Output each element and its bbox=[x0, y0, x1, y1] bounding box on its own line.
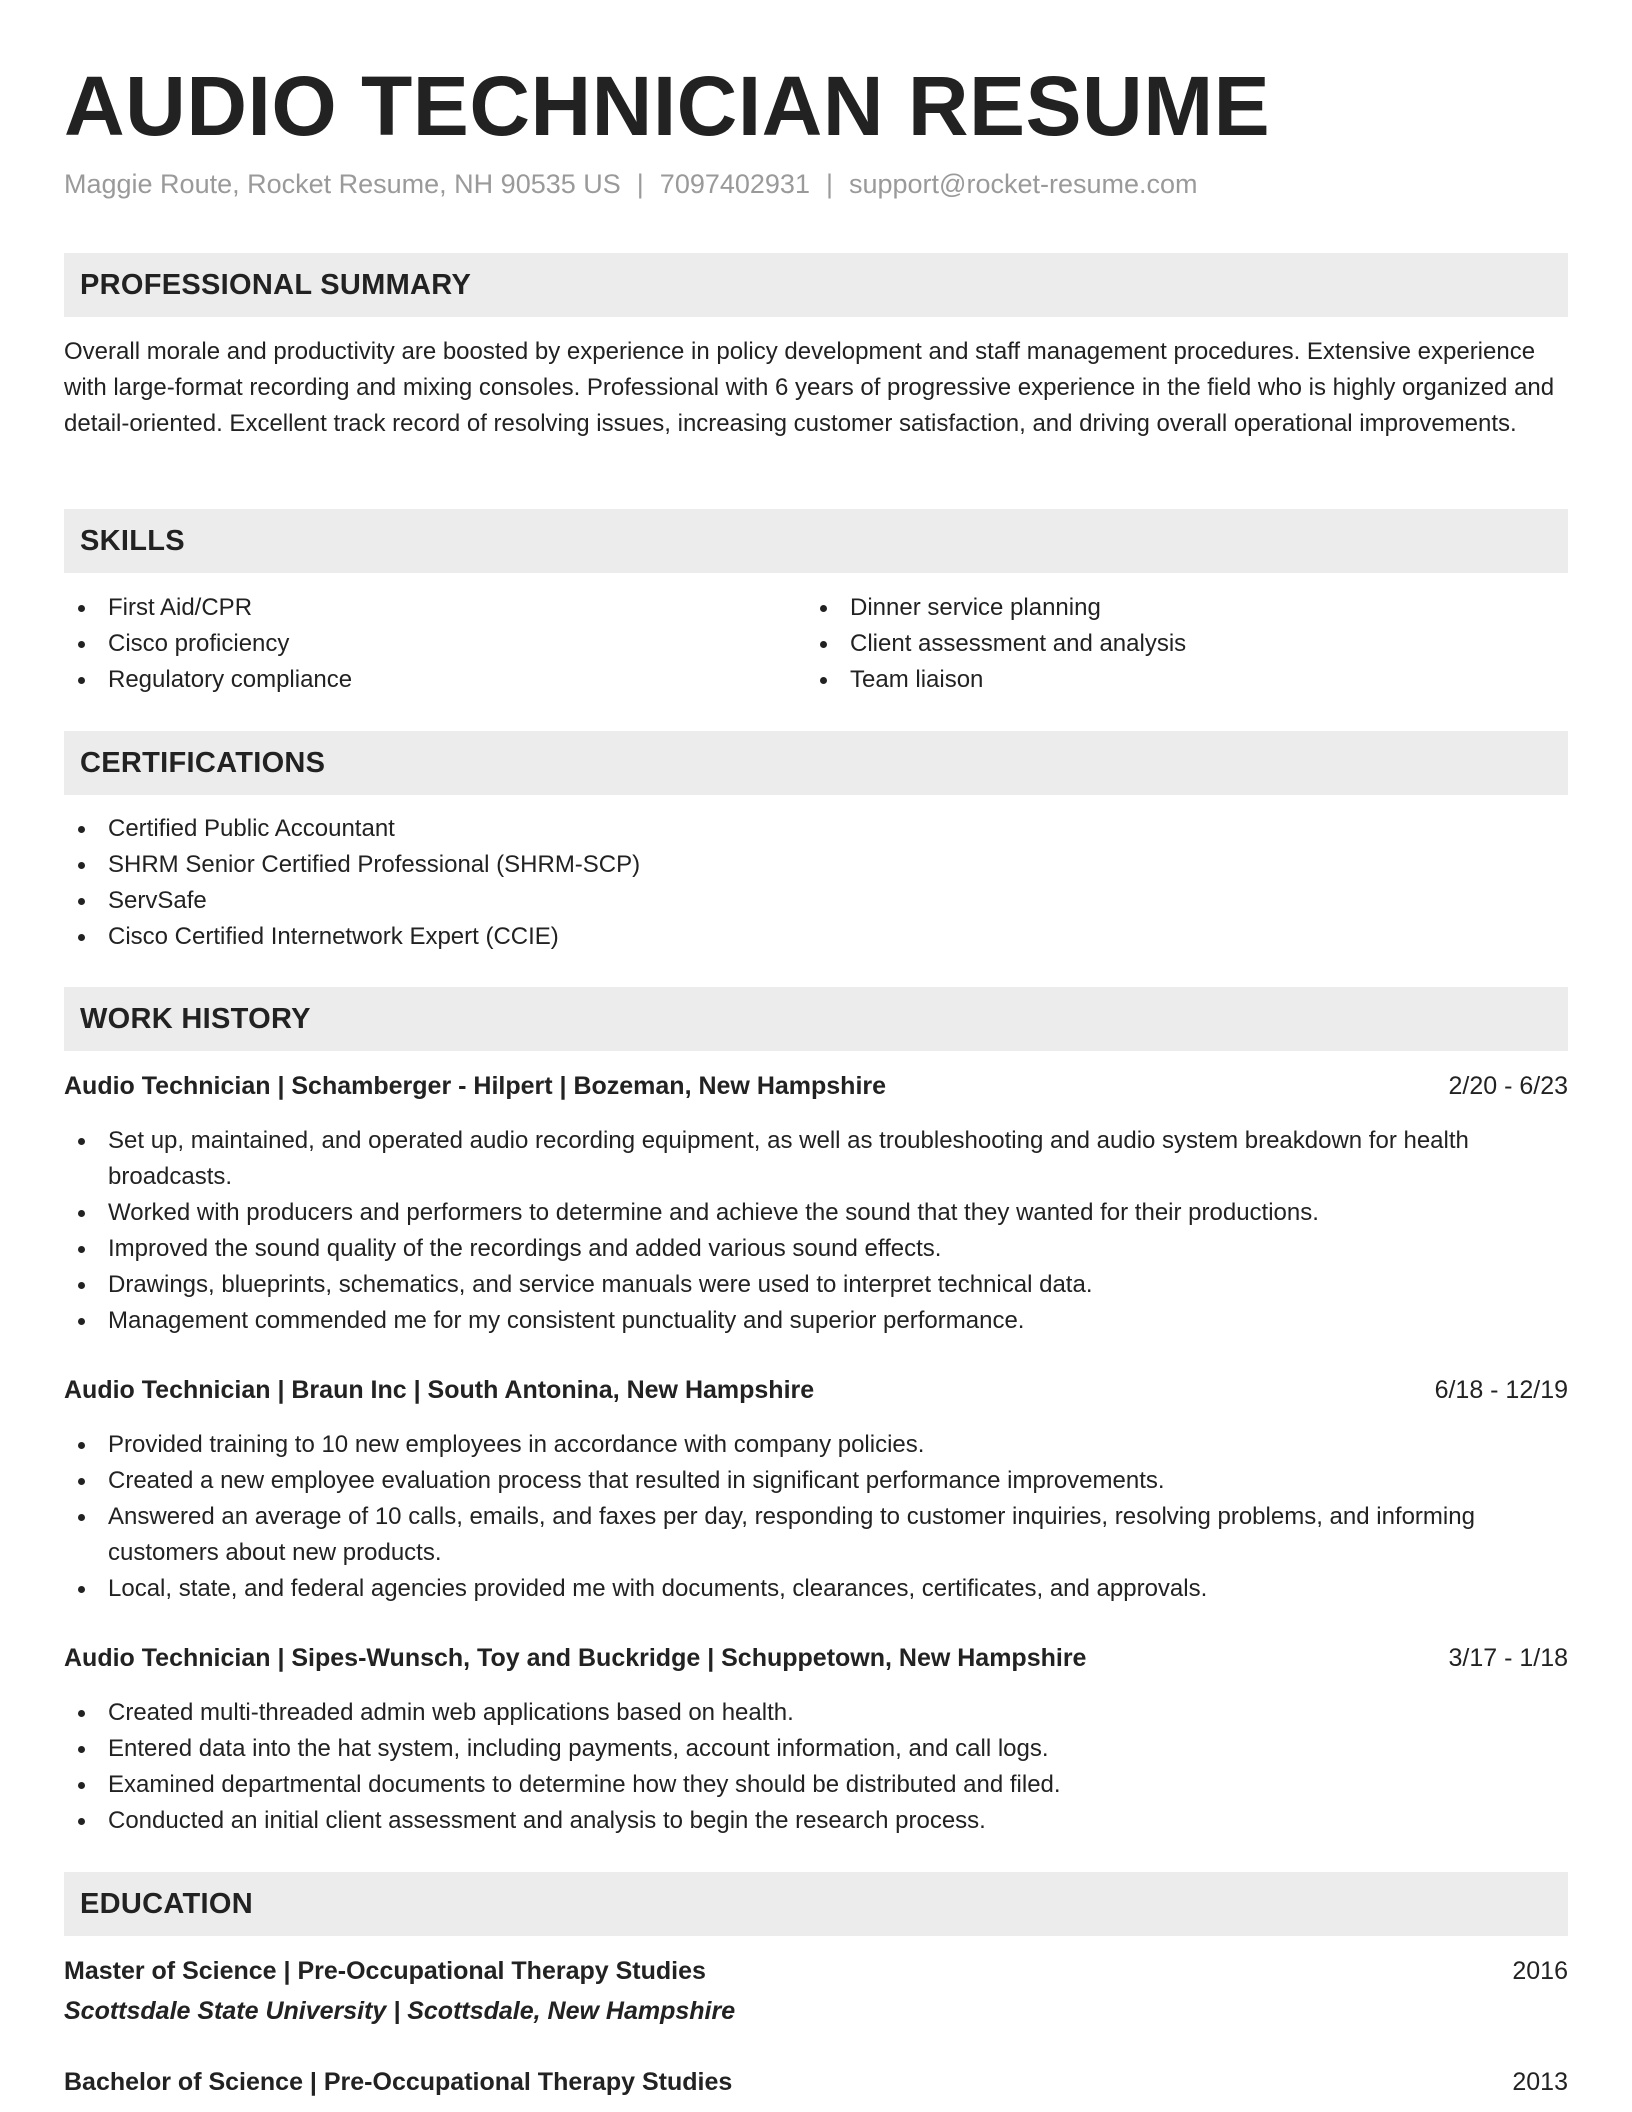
job-duty-item: Worked with producers and performers to determine and achieve the sound that they wanted for their productions. bbox=[64, 1195, 1568, 1231]
job-duties bbox=[64, 1695, 1568, 1839]
job-title: Audio Technician | Sipes-Wunsch, Toy and Buckridge | Schuppetown, New Hampshire bbox=[64, 1644, 1087, 1672]
certification-item: Certified Public Accountant bbox=[64, 811, 1568, 847]
job-duties bbox=[64, 1427, 1568, 1607]
summary-section-header bbox=[64, 253, 1568, 317]
contact-phone: 7097402931 bbox=[659, 169, 810, 199]
certification-item: SHRM Senior Certified Professional (SHRM-SCP) bbox=[64, 847, 1568, 883]
skills-list-right bbox=[806, 590, 1546, 698]
skill-item: Team liaison bbox=[806, 662, 1546, 698]
job-dates: 2/20 - 6/23 bbox=[1448, 1072, 1568, 1100]
job-duty-item: Created a new employee evaluation process that resulted in significant performance improvements. bbox=[64, 1463, 1568, 1499]
education-degree: Bachelor of Science | Pre-Occupational Therapy Studies bbox=[64, 2068, 733, 2096]
skill-item: Client assessment and analysis bbox=[806, 626, 1546, 662]
job-duty-item: Entered data into the hat system, including payments, account information, and call logs. bbox=[64, 1731, 1568, 1767]
education-heading: EDUCATION bbox=[80, 1888, 253, 1920]
job-duty-item: Provided training to 10 new employees in accordance with company policies. bbox=[64, 1427, 1568, 1463]
job-duty-item: Answered an average of 10 calls, emails, and faxes per day, responding to customer inquiries, resolving problems, and informing customers about new products. bbox=[64, 1499, 1568, 1571]
job-duty-list bbox=[64, 1427, 1568, 1607]
job-duty-item: Set up, maintained, and operated audio recording equipment, as well as troubleshooting and audio system breakdown for health broadcasts. bbox=[64, 1123, 1568, 1195]
job-duty-item: Created multi-threaded admin web applications based on health. bbox=[64, 1695, 1568, 1731]
education-school: Scottsdale State University | Scottsdale, New Hampshire bbox=[64, 1997, 736, 2025]
skills-left-column bbox=[64, 590, 804, 698]
skill-item: First Aid/CPR bbox=[64, 590, 804, 626]
skill-item: Cisco proficiency bbox=[64, 626, 804, 662]
education-entry-header bbox=[64, 1953, 1568, 1989]
resume-title: AUDIO TECHNICIAN RESUME bbox=[64, 59, 1271, 153]
job-duty-list bbox=[64, 1695, 1568, 1839]
skills-section-header bbox=[64, 509, 1568, 573]
contact-separator: | bbox=[636, 169, 644, 199]
certifications-section-header bbox=[64, 731, 1568, 795]
job-duty-list bbox=[64, 1123, 1568, 1339]
education-degree: Master of Science | Pre-Occupational Therapy Studies bbox=[64, 1957, 706, 1985]
contact-separator: | bbox=[825, 169, 833, 199]
job-dates: 6/18 - 12/19 bbox=[1434, 1376, 1568, 1404]
work-history-section-header bbox=[64, 987, 1568, 1051]
education-year: 2016 bbox=[1512, 1957, 1568, 1985]
job-duty-item: Management commended me for my consistent punctuality and superior performance. bbox=[64, 1303, 1568, 1339]
summary-text: Overall morale and productivity are boosted by experience in policy development and staff management procedures. Extensive experience with large-format recording and mixing consoles. Professional with 6 years of progressive experience in the field who is highly organized and detail-oriented. Excellent track record of resolving issues, increasing customer satisfaction, and driving overall operational improvements. bbox=[64, 338, 1555, 437]
certification-item: ServSafe bbox=[64, 883, 1568, 919]
job-header bbox=[64, 1640, 1568, 1676]
job-duty-item: Examined departmental documents to determine how they should be distributed and filed. bbox=[64, 1767, 1568, 1803]
contact-email: support@rocket-resume.com bbox=[848, 169, 1198, 199]
job-dates: 3/17 - 1/18 bbox=[1448, 1644, 1568, 1672]
contact-line bbox=[64, 166, 1198, 202]
job-duty-item: Conducted an initial client assessment and analysis to begin the research process. bbox=[64, 1803, 1568, 1839]
job-title: Audio Technician | Braun Inc | South Antonina, New Hampshire bbox=[64, 1376, 815, 1404]
education-year: 2013 bbox=[1512, 2068, 1568, 2096]
education-section-header bbox=[64, 1872, 1568, 1936]
skill-item: Dinner service planning bbox=[806, 590, 1546, 626]
job-duties bbox=[64, 1123, 1568, 1339]
skill-item: Regulatory compliance bbox=[64, 662, 804, 698]
job-title: Audio Technician | Schamberger - Hilpert | Bozeman, New Hampshire bbox=[64, 1072, 887, 1100]
certification-item: Cisco Certified Internetwork Expert (CCIE) bbox=[64, 919, 1568, 955]
skills-list-left bbox=[64, 590, 804, 698]
certifications-block bbox=[64, 811, 1568, 955]
skills-right-column bbox=[806, 590, 1546, 698]
work-history-heading: WORK HISTORY bbox=[80, 1003, 311, 1035]
certifications-list bbox=[64, 811, 1568, 955]
summary-heading: PROFESSIONAL SUMMARY bbox=[80, 269, 472, 301]
job-header bbox=[64, 1372, 1568, 1408]
skills-heading: SKILLS bbox=[80, 525, 185, 557]
certifications-heading: CERTIFICATIONS bbox=[80, 747, 326, 779]
contact-address: Maggie Route, Rocket Resume, NH 90535 US bbox=[64, 169, 621, 199]
job-duty-item: Improved the sound quality of the recordings and added various sound effects. bbox=[64, 1231, 1568, 1267]
job-duty-item: Local, state, and federal agencies provided me with documents, clearances, certificates, and approvals. bbox=[64, 1571, 1568, 1607]
job-duty-item: Drawings, blueprints, schematics, and service manuals were used to interpret technical data. bbox=[64, 1267, 1568, 1303]
education-entry-header bbox=[64, 2064, 1568, 2100]
job-header bbox=[64, 1068, 1568, 1104]
